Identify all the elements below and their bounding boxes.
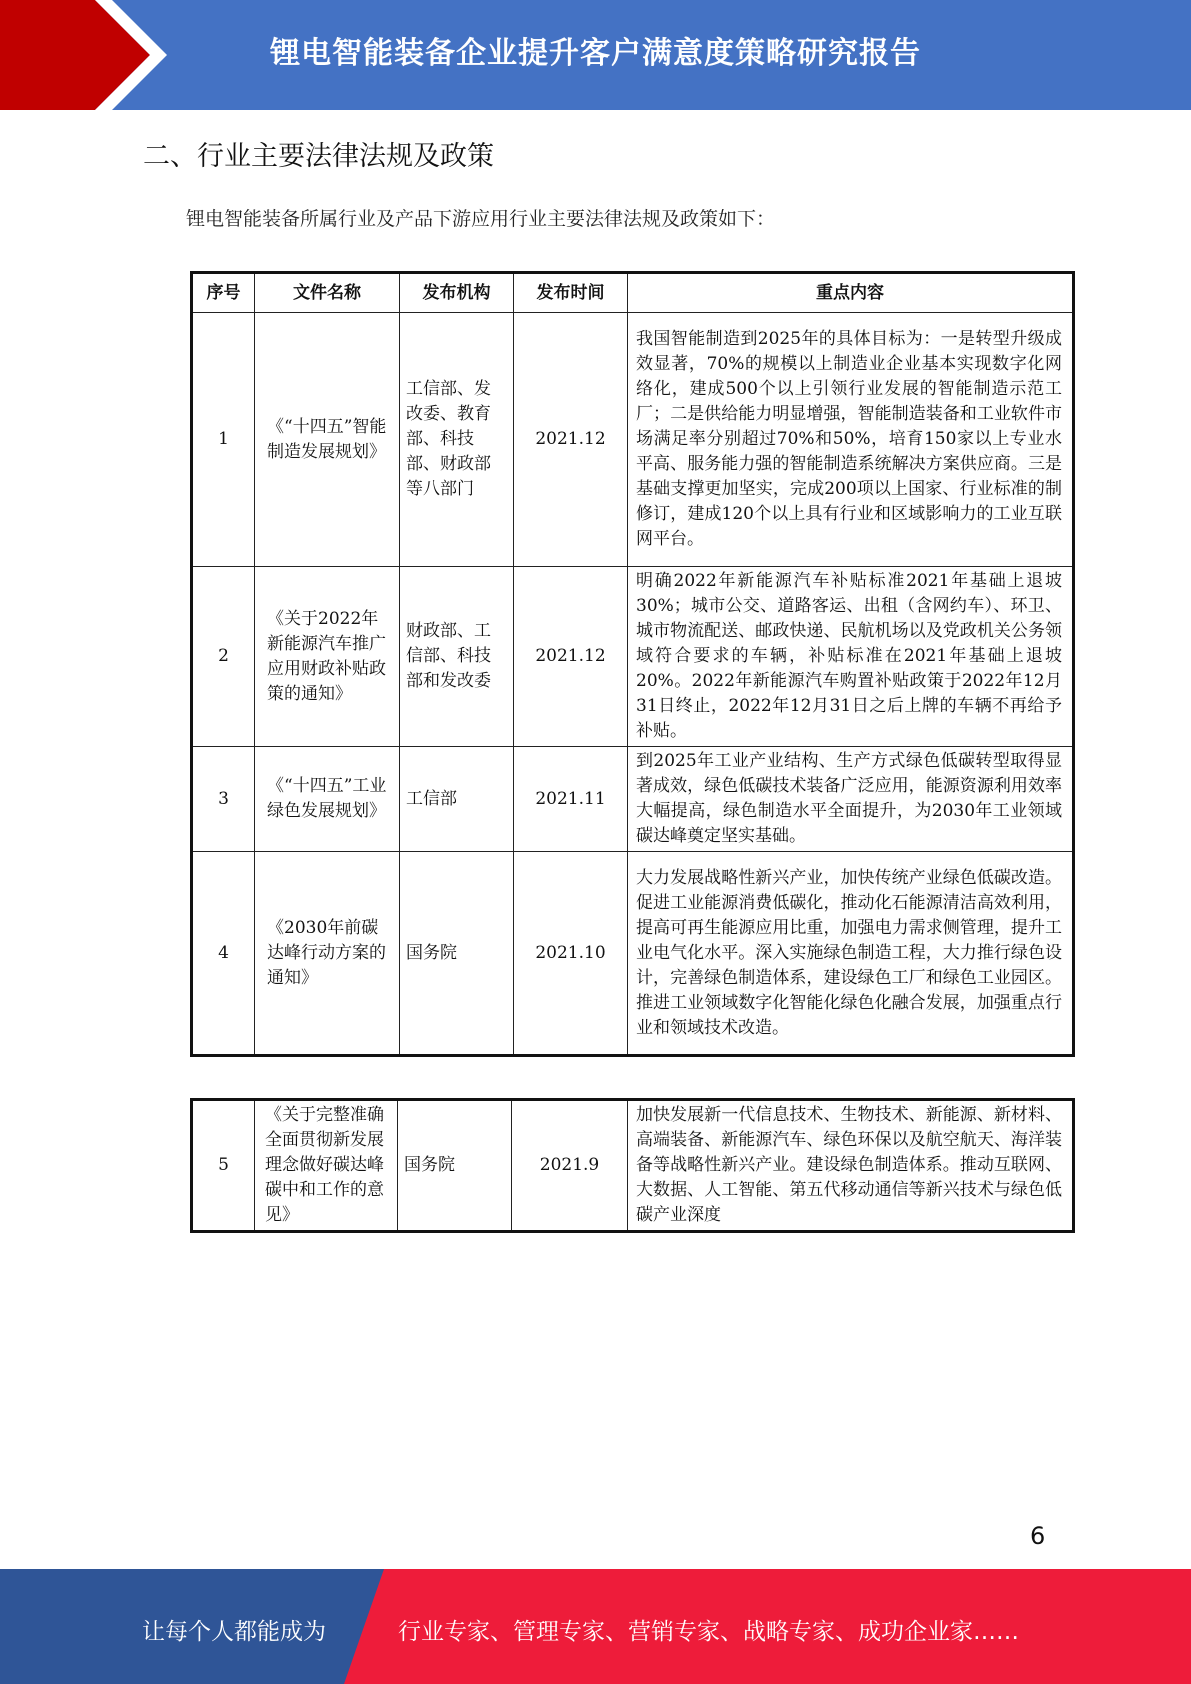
policy-table-continued (190, 1098, 1075, 1233)
row-no: 1 (192, 313, 255, 567)
row-name: 《关于完整准确全面贯彻新发展理念做好碳达峰碳中和工作的意见》 (255, 1100, 398, 1232)
row-org: 财政部、工信部、科技部和发改委 (400, 567, 514, 747)
row-name: 《关于2022年新能源汽车推广应用财政补贴政策的通知》 (255, 567, 400, 747)
row-content: 大力发展战略性新兴产业，加快传统产业绿色低碳改造。促进工业能源消费低碳化，推动化石能源清洁高效利用，提高可再生能源应用比重，加强电力需求侧管理，提升工业电气化水平。深入实施绿色制造工程，大力推行绿色设计，完善绿色制造体系，建设绿色工厂和绿色工业园区。推进工业领域数字化智能化绿色化融合发展，加强重点行业和领域技术改造。 (628, 852, 1074, 1056)
footer-slogan-right: 行业专家、管理专家、营销专家、战略专家、成功企业家…… (398, 1619, 1019, 1645)
row-org: 国务院 (398, 1100, 512, 1232)
row-name: 《2030年前碳达峰行动方案的通知》 (255, 852, 400, 1056)
row-name: 《“十四五”智能制造发展规划》 (255, 313, 400, 567)
row-date: 2021.11 (514, 747, 628, 852)
page-footer (0, 1569, 1191, 1684)
header-no: 序号 (192, 273, 255, 313)
row-date: 2021.9 (512, 1100, 628, 1232)
intro-paragraph: 锂电智能装备所属行业及产品下游应用行业主要法律法规及政策如下： (186, 208, 776, 230)
row-content: 我国智能制造到2025年的具体目标为：一是转型升级成效显著，70%的规模以上制造业企业基本实现数字化网络化，建成500个以上引领行业发展的智能制造示范工厂；二是供给能力明显增强，智能制造装备和工业软件市场满足率分别超过70%和50%，培育150家以上专业水平高、服务能力强的智能制造系统解决方案供应商。三是基础支撑更加坚实，完成200项以上国家、行业标准的制修订，建成120个以上具有行业和区域影响力的工业互联网平台。 (628, 313, 1074, 567)
row-date: 2021.10 (514, 852, 628, 1056)
row-org: 工信部 (400, 747, 514, 852)
header-name: 文件名称 (255, 273, 400, 313)
row-org: 工信部、发改委、教育部、科技部、财政部等八部门 (400, 313, 514, 567)
table-row (192, 747, 1074, 852)
row-content: 加快发展新一代信息技术、生物技术、新能源、新材料、高端装备、新能源汽车、绿色环保以及航空航天、海洋装备等战略性新兴产业。建设绿色制造体系。推动互联网、大数据、人工智能、第五代移动通信等新兴技术与绿色低碳产业深度 (628, 1100, 1074, 1232)
row-no: 5 (192, 1100, 255, 1232)
table-row (192, 567, 1074, 747)
row-date: 2021.12 (514, 313, 628, 567)
header-date: 发布时间 (514, 273, 628, 313)
row-content: 到2025年工业产业结构、生产方式绿色低碳转型取得显著成效，绿色低碳技术装备广泛应用，能源资源利用效率大幅提高，绿色制造水平全面提升，为2030年工业领域碳达峰奠定坚实基础。 (628, 747, 1074, 852)
row-no: 4 (192, 852, 255, 1056)
header-org: 发布机构 (400, 273, 514, 313)
page-header (0, 0, 1191, 110)
policy-table (190, 271, 1075, 1057)
table-row (192, 852, 1074, 1056)
page-number: 6 (1030, 1522, 1046, 1550)
table-row (192, 313, 1074, 567)
row-name: 《“十四五”工业绿色发展规划》 (255, 747, 400, 852)
row-date: 2021.12 (514, 567, 628, 747)
row-org: 国务院 (400, 852, 514, 1056)
table-header-row (192, 273, 1074, 313)
header-content: 重点内容 (628, 273, 1074, 313)
table-row (192, 1100, 1074, 1232)
row-no: 2 (192, 567, 255, 747)
row-content: 明确2022年新能源汽车补贴标准2021年基础上退坡30%；城市公交、道路客运、出租（含网约车）、环卫、城市物流配送、邮政快递、民航机场以及党政机关公务领域符合要求的车辆，补贴标准在2021年基础上退坡20%。2022年新能源汽车购置补贴政策于2022年12月31日终止，2022年12月31日之后上牌的车辆不再给予补贴。 (628, 567, 1074, 747)
section-title: 二、行业主要法律法规及政策 (143, 141, 494, 172)
row-no: 3 (192, 747, 255, 852)
report-title: 锂电智能装备企业提升客户满意度策略研究报告 (270, 36, 921, 71)
footer-slogan-left: 让每个人都能成为 (142, 1619, 326, 1645)
